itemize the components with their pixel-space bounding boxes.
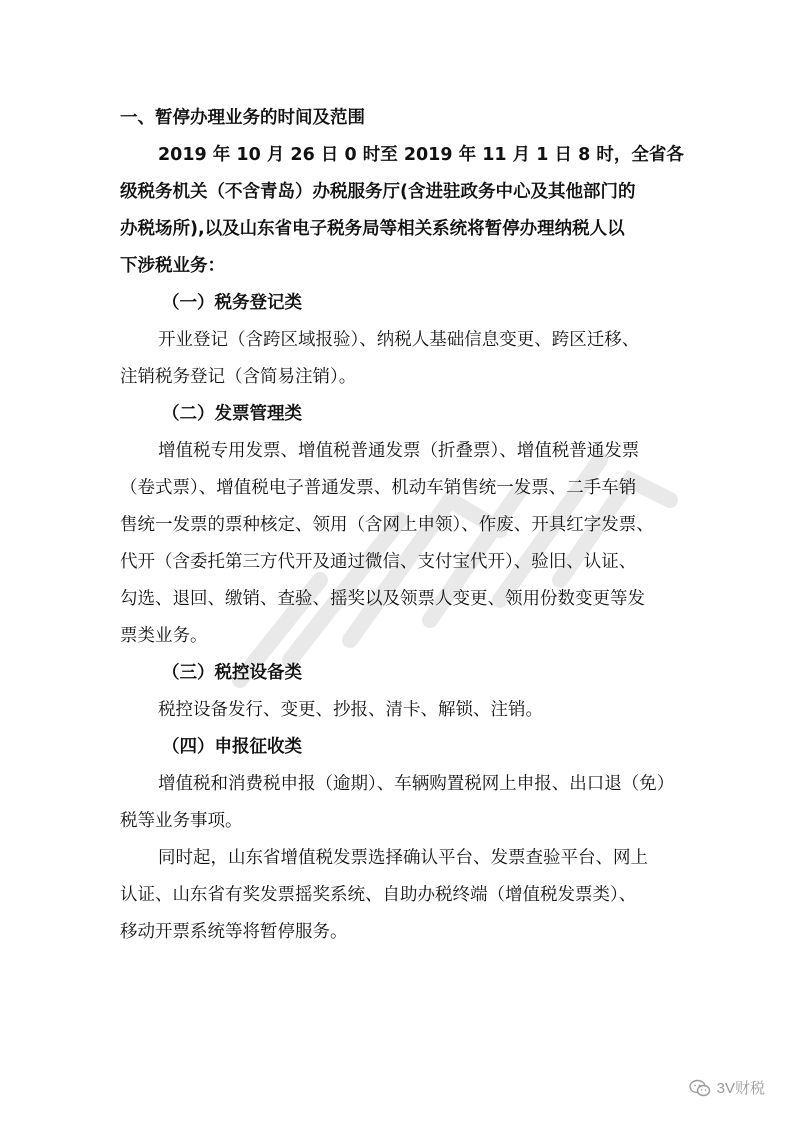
- paragraph-line: 增值税专用发票、增值税普通发票（折叠票）、增值税普通发票: [158, 441, 640, 461]
- paragraph-line: 级税务机关（不含青岛）办税服务厅(含进驻政务中心及其他部门的: [120, 182, 636, 202]
- category-heading: （三）税控设备类: [162, 663, 302, 683]
- category-heading: （一）税务登记类: [162, 293, 302, 313]
- paragraph-line: 税控设备发行、变更、抄报、清卡、解锁、注销。: [158, 700, 543, 720]
- paragraph-line: 同时起，山东省增值税发票选择确认平台、发票查验平台、网上: [158, 848, 648, 868]
- paragraph-line: 下涉税业务：: [120, 256, 225, 276]
- paragraph-line: 注销税务登记（含简易注销）。: [120, 367, 357, 387]
- paragraph-line: 税等业务事项。: [120, 811, 243, 831]
- paragraph-line: 移动开票系统等将暂停服务。: [120, 922, 348, 942]
- wechat-icon: [689, 1079, 711, 1097]
- section-heading: 一、暂停办理业务的时间及范围: [120, 108, 365, 128]
- category-heading: （四）申报征收类: [162, 737, 302, 757]
- closing-paragraph: [120, 840, 680, 951]
- paragraph-line: 2019 年 10 月 26 日 0 时至 2019 年 11 月 1 日 8 时，全省各: [158, 145, 684, 165]
- paragraph-line: 开业登记（含跨区域报验）、纳税人基础信息变更、跨区迁移、: [158, 330, 640, 350]
- document-body: [120, 100, 684, 951]
- category-heading: （二）发票管理类: [162, 404, 302, 424]
- paragraph-line: 票类业务。: [120, 626, 208, 646]
- category-filing: [120, 729, 680, 840]
- paragraph-line: 增值税和消费税申报（逾期）、车辆购置税网上申报、出口退（免）: [158, 774, 675, 794]
- paragraph-line: 代开（含委托第三方代开及通过微信、支付宝代开）、验旧、认证、: [120, 552, 637, 572]
- paragraph-line: （卷式票）、增值税电子普通发票、机动车销售统一发票、二手车销: [120, 478, 637, 498]
- category-registration: [120, 285, 680, 396]
- paragraph-line: 售统一发票的票种核定、领用（含网上申领）、作废、开具红字发票、: [120, 515, 654, 535]
- category-invoice: [120, 396, 680, 655]
- account-name: 3V财税: [716, 1080, 765, 1097]
- paragraph-line: 勾选、退回、缴销、查验、摇奖以及领票人变更、领用份数变更等发: [120, 589, 645, 609]
- footer-account-logo: [689, 1077, 765, 1098]
- category-tax-control: [120, 655, 680, 729]
- paragraph-line: 办税场所),以及山东省电子税务局等相关系统将暂停办理纳税人以: [120, 219, 625, 239]
- paragraph-line: 认证、山东省有奖发票摇奖系统、自助办税终端（增值税发票类）、: [120, 885, 637, 905]
- intro-paragraph: [120, 137, 684, 285]
